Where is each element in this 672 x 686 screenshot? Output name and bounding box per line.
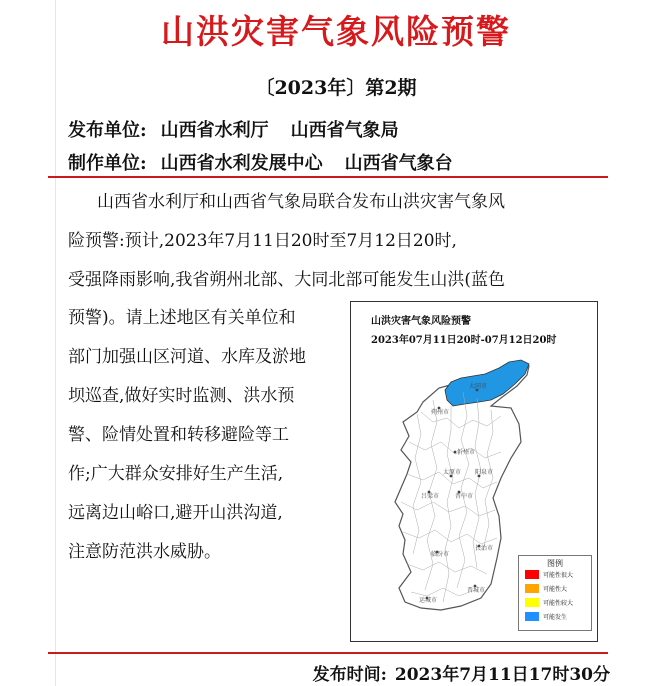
legend-title: 图例	[547, 559, 563, 568]
city-label: 长治市	[475, 545, 494, 552]
legend-item	[525, 570, 573, 579]
map-period: 2023年07月11日20时-07月12日20时	[371, 335, 557, 346]
city-label: 大同市	[469, 383, 488, 390]
city-label: 忻州市	[457, 449, 476, 456]
producer-org: 山西省水利发展中心	[160, 153, 323, 174]
legend-swatch-blue	[525, 612, 539, 621]
body-line: 作;广大群众安排好生产生活,	[68, 464, 284, 484]
risk-map	[350, 301, 598, 642]
city-label: 阳泉市	[475, 469, 494, 476]
map-legend	[518, 555, 592, 631]
legend-label: 可能性较大	[543, 600, 574, 607]
legend-label: 可能发生	[543, 614, 568, 621]
legend-item	[525, 612, 567, 621]
legend-item	[525, 584, 567, 593]
city-label: 晋中市	[455, 493, 474, 500]
legend-swatch-yellow	[525, 598, 539, 607]
publisher-row	[68, 116, 421, 142]
publish-time-value: 2023年7月11日17时30分	[394, 665, 610, 685]
city-label: 临汾市	[431, 551, 450, 558]
body-line: 山西省水利厅和山西省气象局联合发布山洪灾害气象风	[97, 192, 505, 212]
legend-item	[525, 598, 573, 607]
producer-label: 制作单位:	[68, 153, 147, 174]
footer-divider	[48, 652, 608, 654]
legend-swatch-orange	[525, 584, 539, 593]
body-line: 部门加强山区河道、水库及淤地	[68, 347, 306, 367]
body-line: 预警)。请上述地区有关单位和	[68, 308, 296, 328]
header-divider	[48, 176, 608, 178]
producer-row	[68, 149, 475, 175]
publish-time	[313, 660, 610, 685]
document-title: 山洪灾害气象风险预警	[161, 12, 511, 51]
body-line: 警、险情处置和转移避险等工	[68, 425, 289, 445]
publisher-org: 山西省水利厅	[160, 120, 269, 141]
city-dot-xinzhou	[454, 451, 457, 454]
publish-time-label: 发布时间:	[312, 665, 387, 685]
producer-org: 山西省气象台	[344, 153, 453, 174]
map-title: 山洪灾害气象风险预警	[371, 316, 471, 327]
legend-swatch-red	[525, 570, 539, 579]
issue-number: 〔2023年〕第2期	[255, 77, 417, 99]
body-line: 注意防范洪水威胁。	[68, 542, 221, 562]
city-label: 吕梁市	[421, 493, 440, 500]
legend-label: 可能性大	[543, 586, 568, 593]
legend-label: 可能性很大	[543, 572, 574, 579]
publisher-label: 发布单位:	[68, 120, 147, 141]
body-line: 远离边山峪口,避开山洪沟道,	[68, 503, 283, 523]
city-label: 朔州市	[431, 409, 450, 416]
body-line: 受强降雨影响,我省朔州北部、大同北部可能发生山洪(蓝色	[68, 270, 506, 290]
publisher-org: 山西省气象局	[290, 120, 399, 141]
city-label: 运城市	[419, 597, 438, 604]
body-line: 险预警:预计,2023年7月11日20时至7月12日20时,	[68, 231, 457, 251]
body-line: 坝巡查,做好实时监测、洪水预	[68, 386, 295, 406]
city-label: 太原市	[443, 469, 462, 476]
city-label: 晋城市	[467, 587, 486, 594]
